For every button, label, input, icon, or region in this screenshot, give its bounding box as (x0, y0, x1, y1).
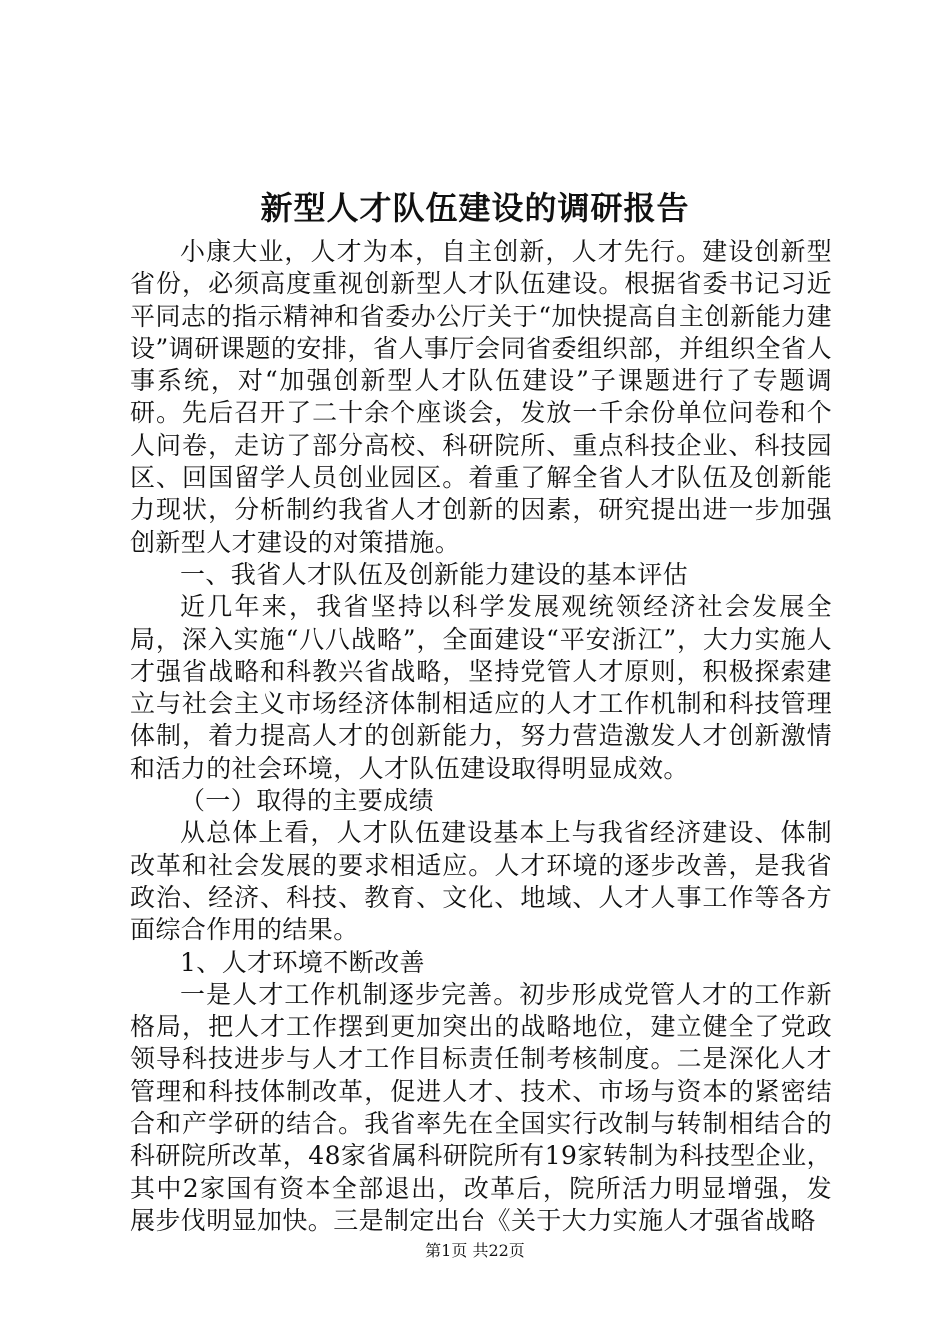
item-1-paragraph: 一是人才工作机制逐步完善。初步形成党管人才的工作新格局，把人才工作摆到更加突出的战略地位，建立健全了党政领导科技进步与人才工作目标责任制考核制度。二是深化人才管理和科技体制改革，促进人才、技术、市场与资本的紧密结合和产学研的结合。我省率先在全国实行改制与转制相结合的科研院所改革，48家省属科研院所有19家转制为科技型企业，其中2家国有资本全部退出，改革后，院所活力明显增强，发展步伐明显加快。三是制定出台《关于大力实施人才强省战略 (130, 979, 832, 1235)
document-body (130, 236, 832, 1237)
subsection-heading-1: （一）取得的主要成绩 (180, 786, 435, 816)
intro-paragraph: 小康大业，人才为本，自主创新，人才先行。建设创新型省份，必须高度重视创新型人才队伍建设。根据省委书记习近平同志的指示精神和省委办公厅关于“加快提高自主创新能力建设”调研课题的安排，省人事厅会同省委组织部，并组织全省人事系统，对“加强创新型人才队伍建设”子课题进行了专题调研。先后召开了二十余个座谈会，发放一千余份单位问卷和个人问卷，走访了部分高校、科研院所、重点科技企业、科技园区、回国留学人员创业园区。着重了解全省人才队伍及创新能力现状，分析制约我省人才创新的因素，研究提出进一步加强创新型人才建设的对策措施。 (130, 237, 832, 557)
page-number-footer: 第1页 共22页 (425, 1241, 525, 1260)
section-heading-1: 一、我省人才队伍及创新能力建设的基本评估 (180, 559, 689, 589)
section-1-paragraph: 近几年来，我省坚持以科学发展观统领经济社会发展全局，深入实施“八八战略”，全面建设“平安浙江”，大力实施人才强省战略和科教兴省战略，坚持党管人才原则，积极探索建立与社会主义市场经济体制相适应的人才工作机制和科技管理体制，着力提高人才的创新能力，努力营造激发人才创新激情和活力的社会环境，人才队伍建设取得明显成效。 (130, 592, 832, 783)
item-heading-1: 1、人才环境不断改善 (180, 947, 425, 977)
document-title: 新型人才队伍建设的调研报告 (260, 189, 690, 227)
subsection-1-paragraph: 从总体上看，人才队伍建设基本上与我省经济建设、体制改革和社会发展的要求相适应。人才环境的逐步改善，是我省政治、经济、科技、教育、文化、地域、人才人事工作等各方面综合作用的结果。 (130, 818, 832, 945)
